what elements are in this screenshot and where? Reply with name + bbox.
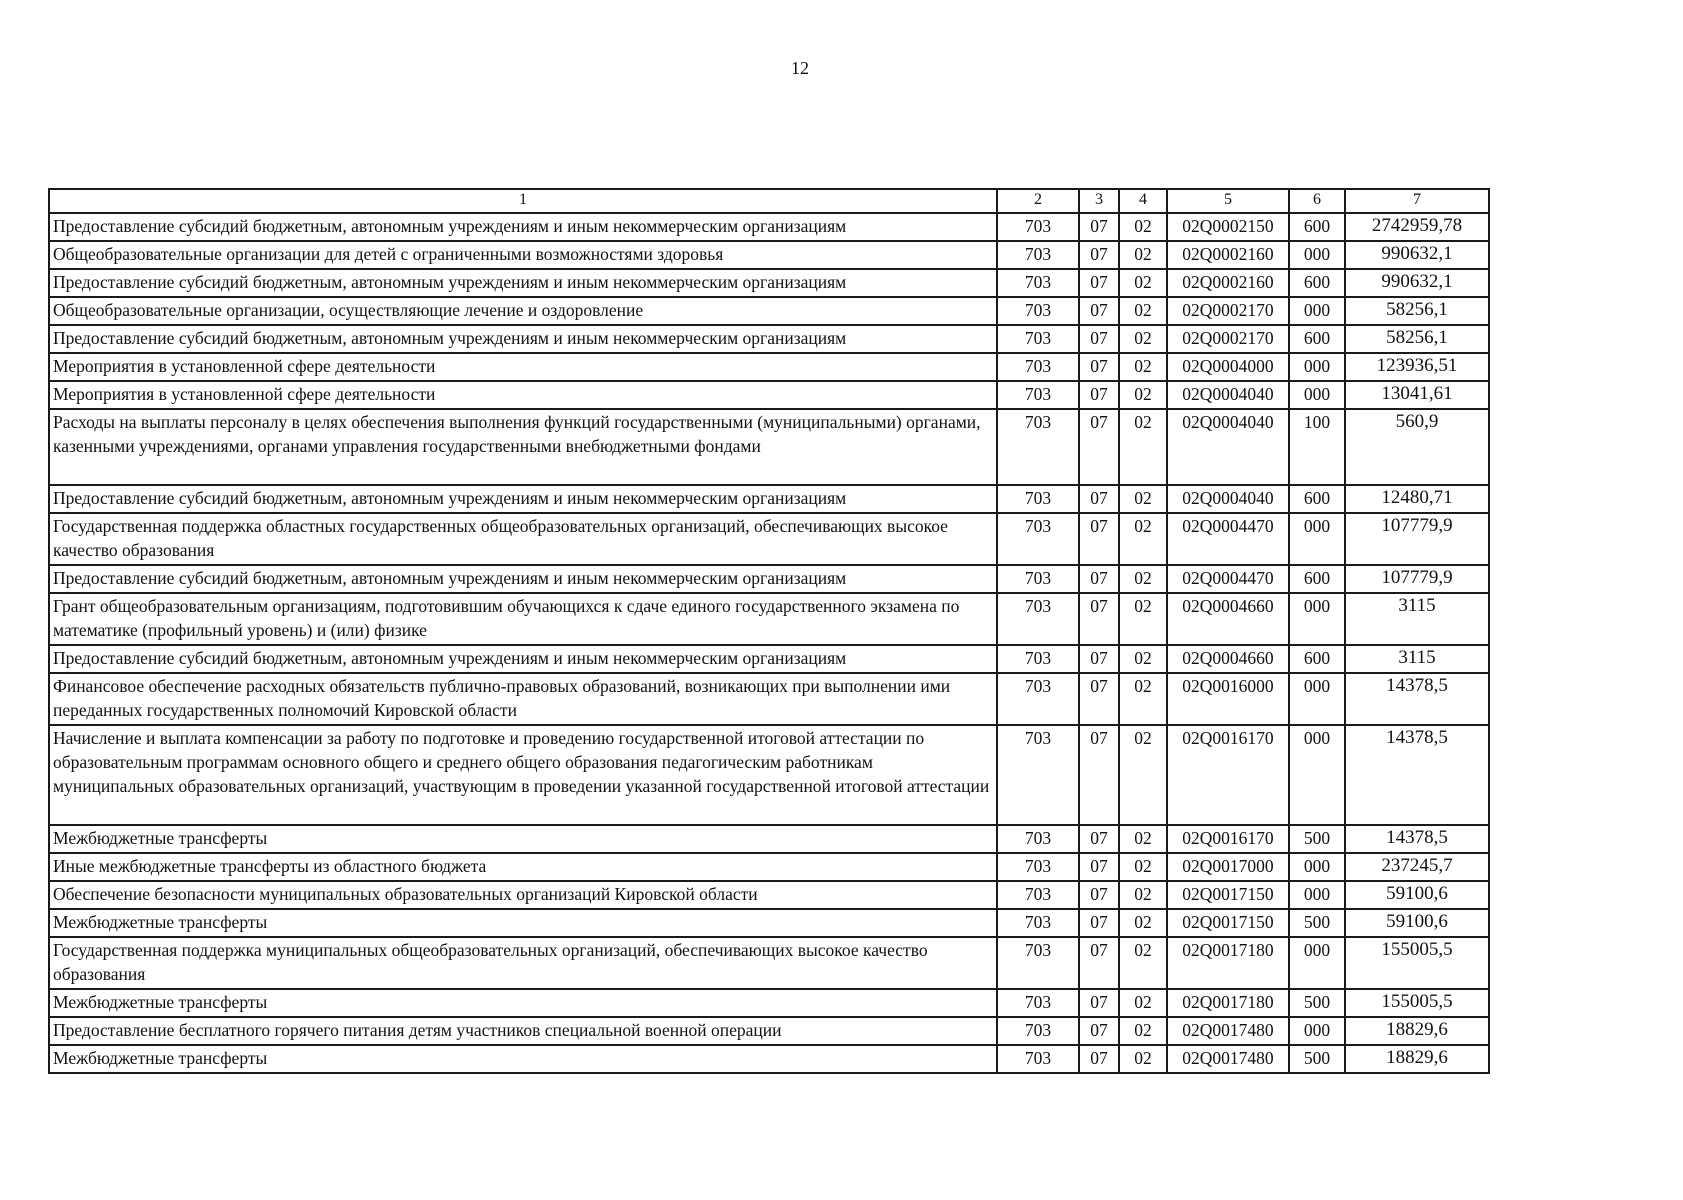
column-header: 7 bbox=[1345, 189, 1489, 213]
expense-type-cell: 000 bbox=[1289, 241, 1345, 269]
amount-cell: 990632,1 bbox=[1345, 241, 1489, 269]
section-code-cell: 07 bbox=[1079, 725, 1119, 825]
expense-type-cell: 000 bbox=[1289, 353, 1345, 381]
column-header: 4 bbox=[1119, 189, 1167, 213]
expense-name-cell: Предоставление субсидий бюджетным, автономным учреждениям и иным некоммерческим организациям bbox=[49, 325, 997, 353]
subsection-code-cell: 02 bbox=[1119, 325, 1167, 353]
table-row bbox=[49, 325, 1489, 353]
amount-cell: 58256,1 bbox=[1345, 297, 1489, 325]
amount-cell: 3115 bbox=[1345, 593, 1489, 645]
amount-cell: 14378,5 bbox=[1345, 673, 1489, 725]
ministry-code-cell: 703 bbox=[997, 725, 1079, 825]
ministry-code-cell: 703 bbox=[997, 409, 1079, 485]
amount-cell: 59100,6 bbox=[1345, 909, 1489, 937]
subsection-code-cell: 02 bbox=[1119, 645, 1167, 673]
target-article-cell: 02Q0004470 bbox=[1167, 513, 1289, 565]
subsection-code-cell: 02 bbox=[1119, 937, 1167, 989]
subsection-code-cell: 02 bbox=[1119, 409, 1167, 485]
page-number: 12 bbox=[791, 58, 809, 78]
expense-type-cell: 000 bbox=[1289, 853, 1345, 881]
amount-cell: 3115 bbox=[1345, 645, 1489, 673]
subsection-code-cell: 02 bbox=[1119, 725, 1167, 825]
ministry-code-cell: 703 bbox=[997, 325, 1079, 353]
expense-name-cell: Межбюджетные трансферты bbox=[49, 825, 997, 853]
section-code-cell: 07 bbox=[1079, 241, 1119, 269]
target-article-cell: 02Q0002170 bbox=[1167, 297, 1289, 325]
section-code-cell: 07 bbox=[1079, 269, 1119, 297]
expense-name-cell: Предоставление субсидий бюджетным, автономным учреждениям и иным некоммерческим организациям bbox=[49, 485, 997, 513]
table-row bbox=[49, 725, 1489, 825]
expense-type-cell: 000 bbox=[1289, 1017, 1345, 1045]
column-header: 6 bbox=[1289, 189, 1345, 213]
section-code-cell: 07 bbox=[1079, 825, 1119, 853]
target-article-cell: 02Q0016170 bbox=[1167, 725, 1289, 825]
table-row bbox=[49, 853, 1489, 881]
table-row bbox=[49, 1017, 1489, 1045]
expense-type-cell: 500 bbox=[1289, 909, 1345, 937]
section-code-cell: 07 bbox=[1079, 353, 1119, 381]
subsection-code-cell: 02 bbox=[1119, 353, 1167, 381]
target-article-cell: 02Q0004040 bbox=[1167, 485, 1289, 513]
ministry-code-cell: 703 bbox=[997, 881, 1079, 909]
section-code-cell: 07 bbox=[1079, 989, 1119, 1017]
target-article-cell: 02Q0016170 bbox=[1167, 825, 1289, 853]
subsection-code-cell: 02 bbox=[1119, 825, 1167, 853]
table-row bbox=[49, 381, 1489, 409]
expense-type-cell: 000 bbox=[1289, 937, 1345, 989]
table-row bbox=[49, 353, 1489, 381]
expense-name-cell: Предоставление бесплатного горячего питания детям участников специальной военной операции bbox=[49, 1017, 997, 1045]
amount-cell: 2742959,78 bbox=[1345, 213, 1489, 241]
table-row bbox=[49, 881, 1489, 909]
subsection-code-cell: 02 bbox=[1119, 269, 1167, 297]
target-article-cell: 02Q0002160 bbox=[1167, 241, 1289, 269]
target-article-cell: 02Q0002170 bbox=[1167, 325, 1289, 353]
expense-name-cell: Общеобразовательные организации, осуществляющие лечение и оздоровление bbox=[49, 297, 997, 325]
amount-cell: 560,9 bbox=[1345, 409, 1489, 485]
subsection-code-cell: 02 bbox=[1119, 909, 1167, 937]
section-code-cell: 07 bbox=[1079, 297, 1119, 325]
expense-type-cell: 600 bbox=[1289, 213, 1345, 241]
ministry-code-cell: 703 bbox=[997, 241, 1079, 269]
ministry-code-cell: 703 bbox=[997, 485, 1079, 513]
ministry-code-cell: 703 bbox=[997, 269, 1079, 297]
expense-type-cell: 100 bbox=[1289, 409, 1345, 485]
table-header-row bbox=[49, 189, 1489, 213]
section-code-cell: 07 bbox=[1079, 513, 1119, 565]
section-code-cell: 07 bbox=[1079, 213, 1119, 241]
table-row bbox=[49, 297, 1489, 325]
ministry-code-cell: 703 bbox=[997, 513, 1079, 565]
amount-cell: 107779,9 bbox=[1345, 565, 1489, 593]
section-code-cell: 07 bbox=[1079, 485, 1119, 513]
expense-type-cell: 600 bbox=[1289, 325, 1345, 353]
expense-name-cell: Финансовое обеспечение расходных обязательств публично-правовых образований, возникающих при выполнении ими переданных государственных полномочий Кировской области bbox=[49, 673, 997, 725]
table-row bbox=[49, 989, 1489, 1017]
expense-name-cell: Предоставление субсидий бюджетным, автономным учреждениям и иным некоммерческим организациям bbox=[49, 213, 997, 241]
ministry-code-cell: 703 bbox=[997, 1045, 1079, 1073]
expense-name-cell: Расходы на выплаты персоналу в целях обеспечения выполнения функций государственными (муниципальными) органами, казенными учреждениями, органами управления государственными внебюджетными фондами bbox=[49, 409, 997, 485]
subsection-code-cell: 02 bbox=[1119, 881, 1167, 909]
table-row bbox=[49, 513, 1489, 565]
subsection-code-cell: 02 bbox=[1119, 513, 1167, 565]
target-article-cell: 02Q0002160 bbox=[1167, 269, 1289, 297]
table-row bbox=[49, 909, 1489, 937]
amount-cell: 123936,51 bbox=[1345, 353, 1489, 381]
ministry-code-cell: 703 bbox=[997, 937, 1079, 989]
section-code-cell: 07 bbox=[1079, 565, 1119, 593]
column-header: 3 bbox=[1079, 189, 1119, 213]
target-article-cell: 02Q0004660 bbox=[1167, 593, 1289, 645]
amount-cell: 107779,9 bbox=[1345, 513, 1489, 565]
subsection-code-cell: 02 bbox=[1119, 989, 1167, 1017]
budget-table bbox=[48, 188, 1490, 1074]
table-row bbox=[49, 825, 1489, 853]
ministry-code-cell: 703 bbox=[997, 565, 1079, 593]
ministry-code-cell: 703 bbox=[997, 213, 1079, 241]
amount-cell: 18829,6 bbox=[1345, 1017, 1489, 1045]
table-row bbox=[49, 565, 1489, 593]
subsection-code-cell: 02 bbox=[1119, 565, 1167, 593]
amount-cell: 237245,7 bbox=[1345, 853, 1489, 881]
expense-type-cell: 600 bbox=[1289, 645, 1345, 673]
section-code-cell: 07 bbox=[1079, 593, 1119, 645]
expense-name-cell: Межбюджетные трансферты bbox=[49, 909, 997, 937]
expense-name-cell: Предоставление субсидий бюджетным, автономным учреждениям и иным некоммерческим организациям bbox=[49, 269, 997, 297]
table-row bbox=[49, 409, 1489, 485]
section-code-cell: 07 bbox=[1079, 673, 1119, 725]
subsection-code-cell: 02 bbox=[1119, 593, 1167, 645]
expense-name-cell: Предоставление субсидий бюджетным, автономным учреждениям и иным некоммерческим организациям bbox=[49, 645, 997, 673]
ministry-code-cell: 703 bbox=[997, 673, 1079, 725]
section-code-cell: 07 bbox=[1079, 645, 1119, 673]
section-code-cell: 07 bbox=[1079, 1017, 1119, 1045]
subsection-code-cell: 02 bbox=[1119, 485, 1167, 513]
target-article-cell: 02Q0017000 bbox=[1167, 853, 1289, 881]
ministry-code-cell: 703 bbox=[997, 853, 1079, 881]
subsection-code-cell: 02 bbox=[1119, 673, 1167, 725]
expense-name-cell: Мероприятия в установленной сфере деятельности bbox=[49, 381, 997, 409]
target-article-cell: 02Q0016000 bbox=[1167, 673, 1289, 725]
expense-name-cell: Предоставление субсидий бюджетным, автономным учреждениям и иным некоммерческим организациям bbox=[49, 565, 997, 593]
expense-name-cell: Межбюджетные трансферты bbox=[49, 989, 997, 1017]
expense-type-cell: 000 bbox=[1289, 381, 1345, 409]
section-code-cell: 07 bbox=[1079, 937, 1119, 989]
target-article-cell: 02Q0004040 bbox=[1167, 409, 1289, 485]
target-article-cell: 02Q0017150 bbox=[1167, 909, 1289, 937]
table-body bbox=[49, 213, 1489, 1073]
expense-name-cell: Межбюджетные трансферты bbox=[49, 1045, 997, 1073]
target-article-cell: 02Q0004660 bbox=[1167, 645, 1289, 673]
table-row bbox=[49, 213, 1489, 241]
ministry-code-cell: 703 bbox=[997, 297, 1079, 325]
column-header: 2 bbox=[997, 189, 1079, 213]
table-row bbox=[49, 485, 1489, 513]
expense-name-cell: Государственная поддержка муниципальных общеобразовательных организаций, обеспечивающих высокое качество образования bbox=[49, 937, 997, 989]
table-row bbox=[49, 1045, 1489, 1073]
subsection-code-cell: 02 bbox=[1119, 1017, 1167, 1045]
table-row bbox=[49, 269, 1489, 297]
section-code-cell: 07 bbox=[1079, 853, 1119, 881]
expense-type-cell: 000 bbox=[1289, 593, 1345, 645]
expense-name-cell: Начисление и выплата компенсации за работу по подготовке и проведению государственной итоговой аттестации по образовательным программам основного общего и среднего общего образования педагогическим работникам муниципальных образовательных организаций, участвующим в проведении указанной государственной итоговой аттестации bbox=[49, 725, 997, 825]
subsection-code-cell: 02 bbox=[1119, 381, 1167, 409]
ministry-code-cell: 703 bbox=[997, 593, 1079, 645]
subsection-code-cell: 02 bbox=[1119, 241, 1167, 269]
expense-type-cell: 000 bbox=[1289, 725, 1345, 825]
target-article-cell: 02Q0004040 bbox=[1167, 381, 1289, 409]
table-row bbox=[49, 673, 1489, 725]
subsection-code-cell: 02 bbox=[1119, 853, 1167, 881]
target-article-cell: 02Q0017180 bbox=[1167, 937, 1289, 989]
expense-name-cell: Мероприятия в установленной сфере деятельности bbox=[49, 353, 997, 381]
target-article-cell: 02Q0017480 bbox=[1167, 1045, 1289, 1073]
amount-cell: 14378,5 bbox=[1345, 825, 1489, 853]
section-code-cell: 07 bbox=[1079, 881, 1119, 909]
expense-name-cell: Обеспечение безопасности муниципальных образовательных организаций Кировской области bbox=[49, 881, 997, 909]
target-article-cell: 02Q0002150 bbox=[1167, 213, 1289, 241]
ministry-code-cell: 703 bbox=[997, 1017, 1079, 1045]
amount-cell: 14378,5 bbox=[1345, 725, 1489, 825]
amount-cell: 155005,5 bbox=[1345, 989, 1489, 1017]
target-article-cell: 02Q0017150 bbox=[1167, 881, 1289, 909]
amount-cell: 59100,6 bbox=[1345, 881, 1489, 909]
expense-name-cell: Грант общеобразовательным организациям, подготовившим обучающихся к сдаче единого государственного экзамена по математике (профильный уровень) и (или) физике bbox=[49, 593, 997, 645]
expense-name-cell: Иные межбюджетные трансферты из областного бюджета bbox=[49, 853, 997, 881]
section-code-cell: 07 bbox=[1079, 409, 1119, 485]
expense-type-cell: 500 bbox=[1289, 989, 1345, 1017]
table-row bbox=[49, 593, 1489, 645]
subsection-code-cell: 02 bbox=[1119, 213, 1167, 241]
amount-cell: 990632,1 bbox=[1345, 269, 1489, 297]
expense-type-cell: 000 bbox=[1289, 673, 1345, 725]
section-code-cell: 07 bbox=[1079, 1045, 1119, 1073]
expense-type-cell: 000 bbox=[1289, 513, 1345, 565]
expense-type-cell: 600 bbox=[1289, 565, 1345, 593]
column-header: 5 bbox=[1167, 189, 1289, 213]
target-article-cell: 02Q0017180 bbox=[1167, 989, 1289, 1017]
ministry-code-cell: 703 bbox=[997, 909, 1079, 937]
target-article-cell: 02Q0004000 bbox=[1167, 353, 1289, 381]
amount-cell: 155005,5 bbox=[1345, 937, 1489, 989]
table-row bbox=[49, 937, 1489, 989]
table-row bbox=[49, 645, 1489, 673]
section-code-cell: 07 bbox=[1079, 381, 1119, 409]
expense-type-cell: 600 bbox=[1289, 269, 1345, 297]
expense-type-cell: 500 bbox=[1289, 825, 1345, 853]
amount-cell: 12480,71 bbox=[1345, 485, 1489, 513]
expense-name-cell: Государственная поддержка областных государственных общеобразовательных организаций, обеспечивающих высокое качество образования bbox=[49, 513, 997, 565]
subsection-code-cell: 02 bbox=[1119, 1045, 1167, 1073]
section-code-cell: 07 bbox=[1079, 325, 1119, 353]
ministry-code-cell: 703 bbox=[997, 989, 1079, 1017]
ministry-code-cell: 703 bbox=[997, 353, 1079, 381]
expense-type-cell: 000 bbox=[1289, 881, 1345, 909]
table-row bbox=[49, 241, 1489, 269]
subsection-code-cell: 02 bbox=[1119, 297, 1167, 325]
amount-cell: 18829,6 bbox=[1345, 1045, 1489, 1073]
ministry-code-cell: 703 bbox=[997, 825, 1079, 853]
ministry-code-cell: 703 bbox=[997, 381, 1079, 409]
target-article-cell: 02Q0017480 bbox=[1167, 1017, 1289, 1045]
expense-type-cell: 000 bbox=[1289, 297, 1345, 325]
section-code-cell: 07 bbox=[1079, 909, 1119, 937]
amount-cell: 13041,61 bbox=[1345, 381, 1489, 409]
expense-name-cell: Общеобразовательные организации для детей с ограниченными возможностями здоровья bbox=[49, 241, 997, 269]
expense-type-cell: 500 bbox=[1289, 1045, 1345, 1073]
amount-cell: 58256,1 bbox=[1345, 325, 1489, 353]
column-header: 1 bbox=[49, 189, 997, 213]
expense-type-cell: 600 bbox=[1289, 485, 1345, 513]
target-article-cell: 02Q0004470 bbox=[1167, 565, 1289, 593]
ministry-code-cell: 703 bbox=[997, 645, 1079, 673]
